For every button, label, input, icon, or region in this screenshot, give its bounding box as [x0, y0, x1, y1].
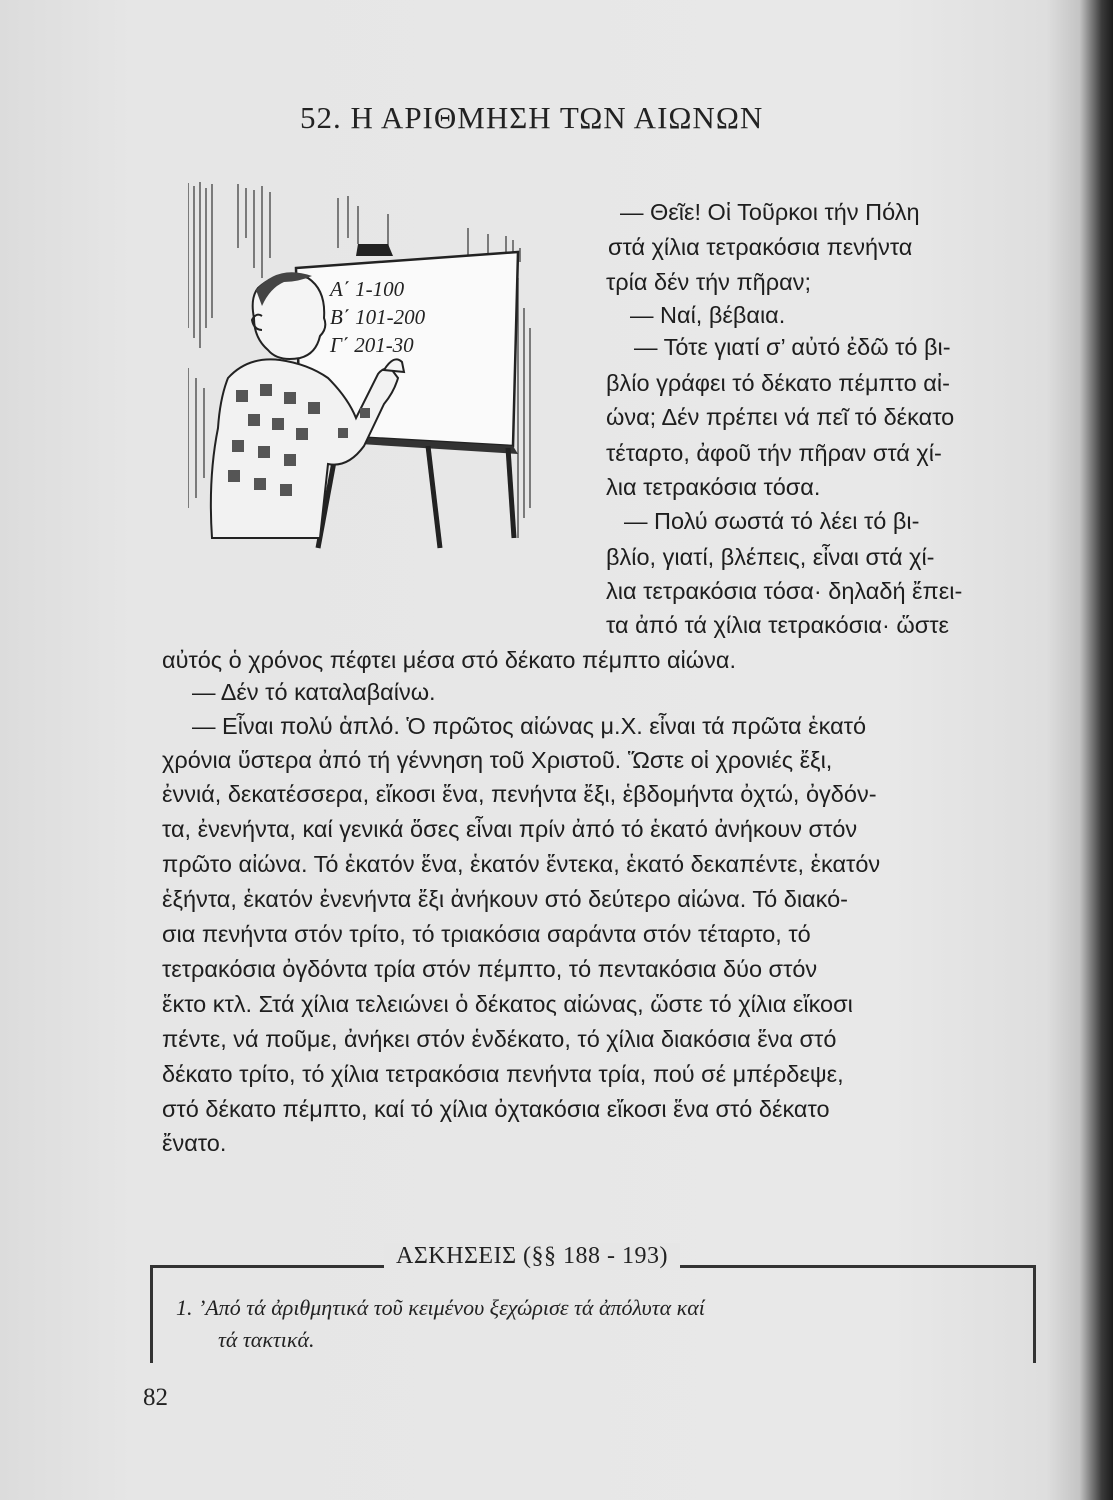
text-line: ἔνατο. — [162, 1130, 227, 1156]
text-line: ώνα; Δέν πρέπει νά πεῖ τό δέκατο — [606, 404, 955, 430]
text-line: βλίο, γιατί, βλέπεις, εἶναι στά χί- — [606, 544, 935, 570]
exercise-line: 1. ’Από τά ἀριθμητικά τοῦ κειμένου ξεχώρισε τά ἀπόλυτα καί — [176, 1295, 705, 1320]
text-line: στά χίλια τετρακόσια πενήντα — [608, 234, 913, 260]
text-line: χρόνια ὕστερα ἀπό τή γέννηση τοῦ Χριστοῦ. Ὥστε οἱ χρονιές ἔξι, — [162, 747, 833, 773]
text-line: τετρακόσια ὀγδόντα τρία στόν πέμπτο, τό πεντακόσια δύο στόν — [162, 956, 818, 982]
board-line-3: Γ΄ 201-30 — [330, 333, 414, 357]
text-line: τρία δέν τήν πῆραν; — [606, 269, 811, 295]
text-line: τα, ἐνενήντα, καί γενικά ὅσες εἶναι πρίν ἀπό τό ἑκατό ἀνήκουν στόν — [162, 816, 858, 842]
text-line: — Εἶναι πολύ ἁπλό. Ὁ πρῶτος αἰώνας μ.Χ. εἶναι τά πρῶτα ἑκατό — [192, 713, 867, 739]
text-line: ἐννιά, δεκατέσσερα, εἴκοσι ἕνα, πενήντα ἔξι, ἑβδομήντα ὀχτώ, ὀγδόν- — [162, 781, 877, 807]
text-line: ἑξήντα, ἑκατόν ἐνενήντα ἔξι ἀνήκουν στό δεύτερο αἰώνα. Τό διακό- — [162, 886, 848, 912]
text-line: αὐτός ὁ χρόνος πέφτει μέσα στό δέκατο πέμπτο αἰώνα. — [162, 647, 736, 673]
board-line-2: Β΄ 101-200 — [330, 305, 426, 329]
text-line: ἕκτο κτλ. Στά χίλια τελειώνει ὁ δέκατος αἰώνας, ὥστε τό χίλια εἴκοσι — [162, 991, 853, 1017]
text-line: σια πενήντα στόν τρίτο, τό τριακόσια σαράντα στόν τέταρτο, τό — [162, 921, 811, 947]
text-line: — Τότε γιατί σ’ αὐτό ἐδῶ τό βι- — [634, 334, 951, 360]
text-line: βλίο γράφει τό δέκατο πέμπτο αἰ- — [606, 370, 950, 396]
text-line: — Ναί, βέβαια. — [630, 302, 786, 328]
text-line: λια τετρακόσια τόσα. — [606, 474, 821, 500]
text-line: πέντε, νά ποῦμε, ἀνήκει στόν ἑνδέκατο, τό χίλια διακόσια ἕνα στό — [162, 1026, 837, 1052]
text-line: δέκατο τρίτο, τό χίλια τετρακόσια πενήντα τρία, πού σέ μπέρδεψε, — [162, 1061, 844, 1087]
boy-at-blackboard-illustration — [188, 178, 598, 553]
chapter-title: 52. Η ΑΡΙΘΜΗΣΗ ΤΩΝ ΑΙΩΝΩΝ — [300, 100, 764, 135]
text-line: τέταρτο, ἀφοῦ τήν πῆραν στά χί- — [606, 440, 942, 466]
exercises-box — [150, 1243, 1034, 1370]
text-line: — Πολύ σωστά τό λέει τό βι- — [624, 508, 920, 534]
text-line: πρῶτο αἰώνα. Τό ἑκατόν ἕνα, ἑκατόν ἕντεκα, ἑκατό δεκαπέντε, ἑκατόν — [162, 851, 881, 877]
page-number: 82 — [143, 1384, 168, 1411]
text-line: — Δέν τό καταλαβαίνω. — [192, 679, 436, 705]
exercises-title: ΑΣΚΗΣΕΙΣ (§§ 188 - 193) — [384, 1243, 680, 1270]
text-line: στό δέκατο πέμπτο, καί τό χίλια ὀχτακόσια εἴκοσι ἕνα στό δέκατο — [162, 1096, 830, 1122]
text-line: λια τετρακόσια τόσα· δηλαδή ἔπει- — [606, 578, 963, 604]
text-line: τα ἀπό τά χίλια τετρακόσια· ὥστε — [606, 612, 949, 638]
board-line-1: Α΄ 1-100 — [330, 277, 405, 301]
exercise-line: τά τακτικά. — [218, 1327, 315, 1352]
text-line: — Θεῖε! Οἱ Τοῦρκοι τήν Πόλη — [620, 199, 920, 225]
